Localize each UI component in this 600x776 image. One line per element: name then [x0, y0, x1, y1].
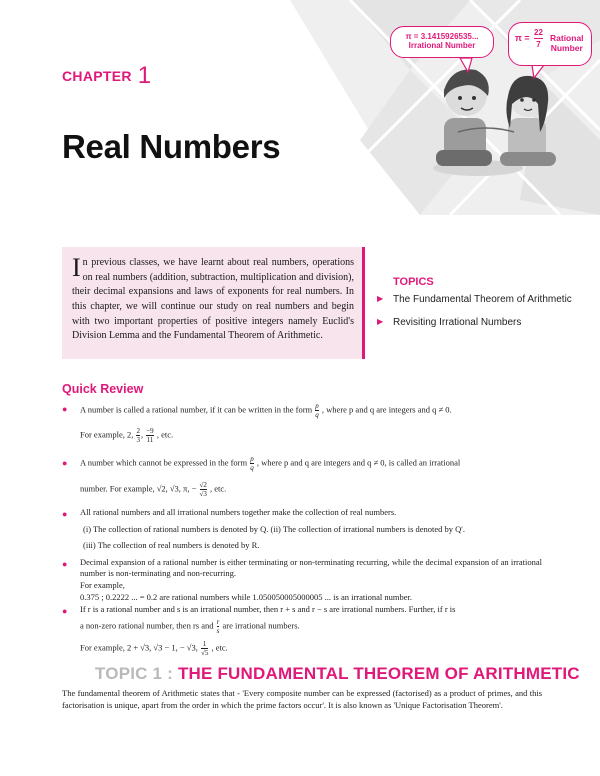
review-1-text-a: A number is called a rational number, if it can be written in the form	[80, 404, 313, 415]
review-5-fraction	[217, 618, 220, 635]
review-point-4-example-label: For example,	[80, 580, 125, 590]
bubble-rational-label-line2: Number	[550, 43, 583, 54]
intro-text: n previous classes, we have learnt about real numbers, operations on real numbers (addition, subtraction, multiplication and division), their decimal expansions and laws of exponents for real numbers. In this chapter, we will continue our study on real numbers and begin with two important properties of positive integers namely Euclid's Division Lemma and the Fundamental Theorem of Arithmetic.	[72, 257, 354, 342]
topic-1-prefix: TOPIC 1 :	[95, 664, 178, 683]
fraction-numerator: 2	[136, 427, 140, 435]
bubble-rational-fraction	[534, 27, 543, 50]
triangle-arrow-icon: ▶	[377, 316, 384, 326]
example-fraction	[136, 427, 140, 444]
fraction-denominator: q	[250, 464, 254, 472]
example-fraction	[200, 481, 207, 498]
topics-panel	[373, 276, 573, 338]
fraction-numerator: 1	[202, 640, 207, 648]
review-point-3-sub-2: (iii) The collection of real numbers is denoted by R.	[83, 540, 260, 550]
fraction-denominator: √5	[200, 649, 209, 657]
topic-item[interactable]	[373, 293, 573, 307]
fraction-numerator: p	[250, 455, 254, 463]
topics-heading: TOPICS	[393, 276, 434, 288]
bullet-icon: ●	[62, 404, 68, 414]
fraction-numerator: p	[315, 402, 319, 410]
bullet-icon: ●	[62, 509, 68, 519]
bullet-icon: ●	[62, 458, 68, 468]
bubble-irrational-label: Irrational Number	[408, 41, 476, 51]
bubble-rational-numerator: 22	[534, 28, 543, 37]
review-1-example-a: For example, 2,	[80, 429, 134, 440]
review-2-example-a: number. For example, √2, √3, π, −	[80, 483, 197, 494]
fraction-denominator: √3	[199, 490, 207, 498]
review-2-text-a: A number which cannot be expressed in the form	[80, 457, 248, 468]
topic-item-label: The Fundamental Theorem of Arithmetic	[393, 294, 572, 305]
topic-1-body: The fundamental theorem of Arithmetic states that - 'Every composite number can be expressed (factorised) as a product of primes, and this factorisation is unique, apart from the order in which the prime factors occur'. It is also known as 'Unique Factorisation Theorem'.	[62, 688, 542, 710]
review-2-text-b: , where p and q are integers and q ≠ 0, is called an irrational	[256, 457, 461, 468]
fraction-denominator: q	[315, 411, 319, 419]
review-point-4-example: 0.375 ; 0.2222 ... = 0.2 are rational numbers while 1.050050005000005 ... is an irrational number.	[80, 592, 412, 602]
review-5-example-b: , etc.	[211, 642, 228, 653]
topic-item[interactable]	[373, 316, 573, 330]
chapter-word: CHAPTER	[62, 68, 132, 84]
review-point-1-example: For example, 2, $\frac{2}{3}$ , $\frac{-9}{11}$ , etc.	[80, 427, 174, 444]
review-point-5-cont	[80, 618, 542, 635]
topic-1-heading	[95, 664, 580, 684]
review-1-fraction	[315, 402, 319, 419]
page-title: Real Numbers	[62, 128, 281, 165]
review-point-3: All rational numbers and all irrational numbers together make the collection of real numbers.	[80, 507, 397, 517]
review-point-2-example	[80, 481, 542, 498]
review-point-1	[80, 402, 542, 419]
example-fraction	[146, 427, 153, 444]
topic-item-label: Revisiting Irrational Numbers	[393, 316, 522, 328]
chapter-label	[62, 60, 151, 88]
bubble-rational-label	[550, 33, 584, 53]
review-5-example-a: For example, 2 + √3, √3 − 1, − √3,	[80, 642, 198, 653]
irrational-pi-bubble	[390, 26, 494, 58]
triangle-arrow-icon: ▶	[377, 294, 384, 303]
review-5-text-b2: are irrational numbers.	[222, 620, 300, 631]
chapter-number: 1	[137, 62, 152, 89]
fraction-numerator: r	[216, 618, 220, 626]
review-1-example-b: , etc.	[156, 429, 174, 440]
review-1-text-b: , where p and q are integers and q ≠ 0.	[321, 404, 452, 415]
bullet-icon: ●	[62, 606, 68, 616]
bubble-rational-pi: π =	[515, 33, 530, 43]
review-point-3-sub-1: (i) The collection of rational numbers is denoted by Q. (ii) The collection of irrational numbers is denoted by Q'.	[83, 524, 465, 534]
review-point-5: If r is a rational number and s is an irrational number, then r + s and r − s are irrational numbers. Further, if r is	[80, 604, 456, 614]
review-2-fraction	[250, 455, 254, 472]
fraction-denominator: 3	[136, 436, 140, 444]
fraction-numerator: −9	[146, 427, 154, 435]
fraction-numerator: √2	[199, 481, 207, 489]
review-point-2	[80, 455, 542, 472]
example-fraction	[201, 640, 208, 657]
topic-1-title: THE FUNDAMENTAL THEOREM OF ARITHMETIC	[177, 664, 580, 683]
review-5-text-b1: a non-zero rational number, then rs and	[80, 620, 214, 631]
review-point-4: Decimal expansion of a rational number is either terminating or non-terminating recurring, while the decimal expansion of an irrational number is non-terminating and non-recurring.	[80, 557, 542, 579]
bubble-rational-denominator: 7	[534, 38, 543, 50]
fraction-denominator: s	[216, 627, 220, 635]
intro-box	[62, 247, 365, 359]
review-2-example-b: , etc.	[209, 483, 227, 494]
review-point-5-example	[80, 640, 542, 657]
intro-dropcap: I	[72, 253, 81, 282]
bubble-irrational-value: π = 3.1415926535...	[405, 32, 479, 41]
fraction-denominator: 11	[146, 436, 154, 444]
bubble-rational-label-line1: Rational	[550, 33, 584, 43]
bullet-icon: ●	[62, 559, 68, 569]
quick-review-heading: Quick Review	[62, 382, 144, 396]
rational-pi-bubble	[508, 22, 592, 66]
